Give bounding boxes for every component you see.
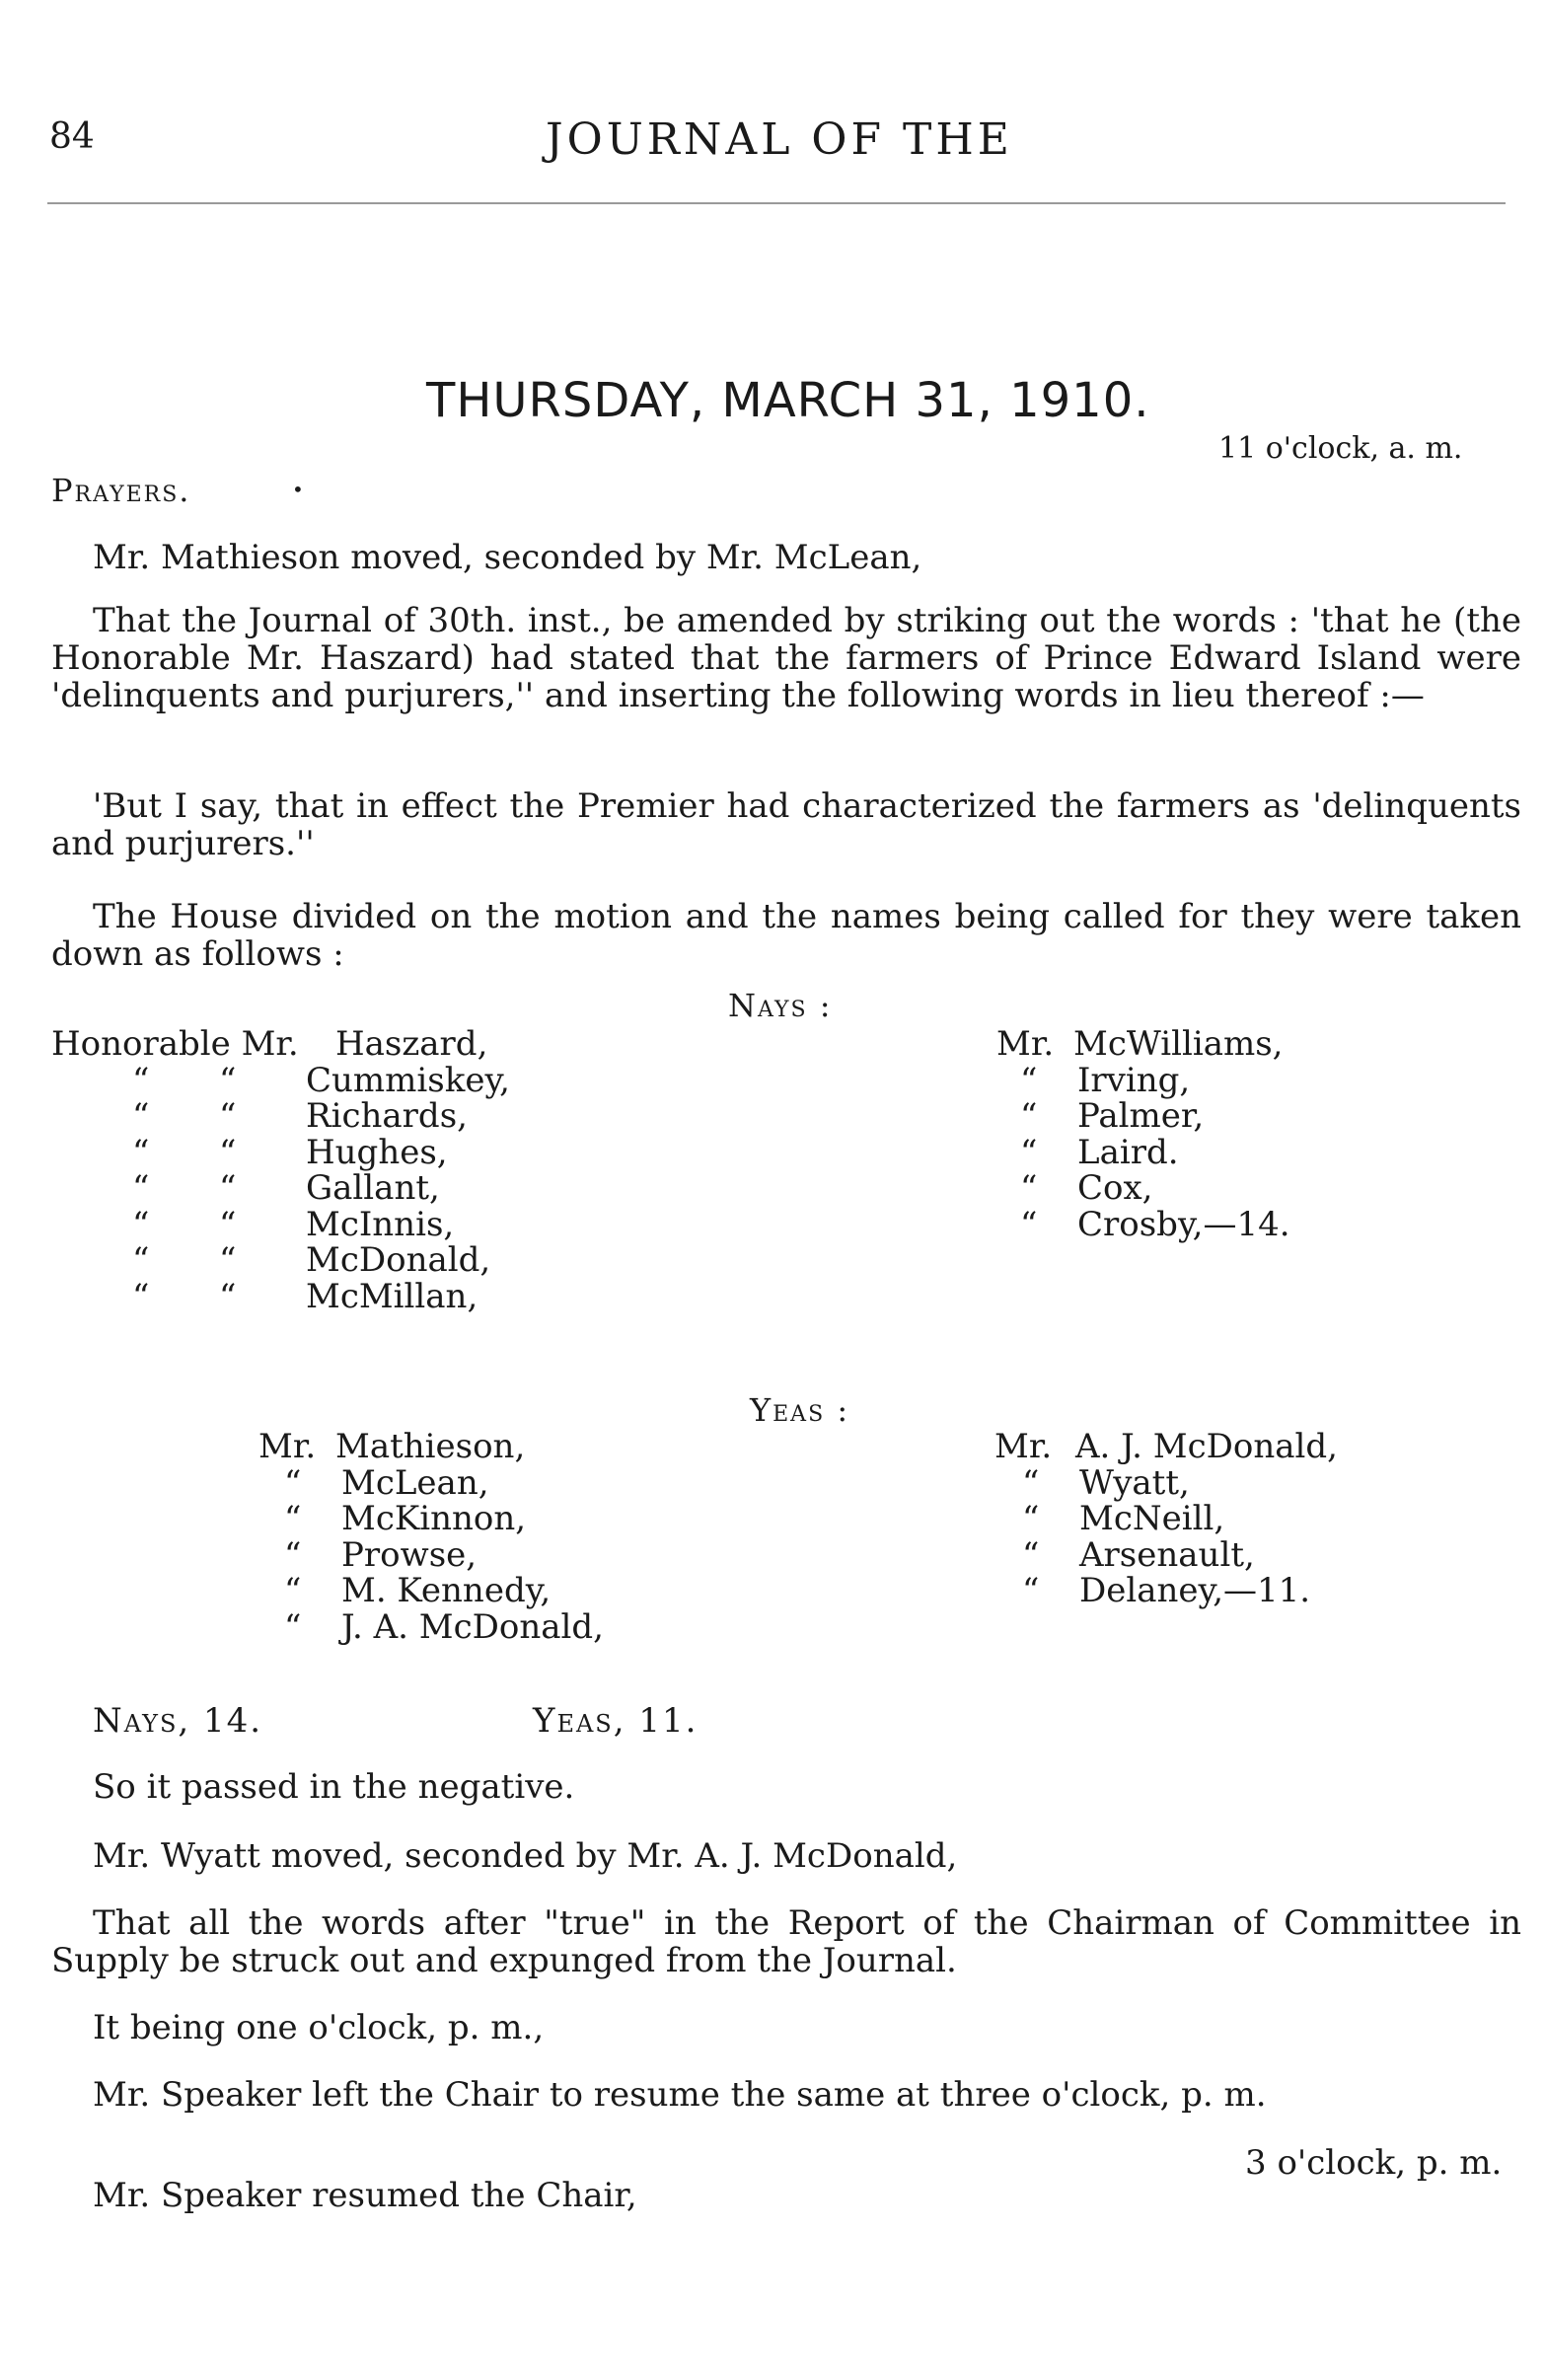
nays-left-row: “ “ Hughes,	[132, 1132, 448, 1172]
stray-mark: •	[292, 478, 304, 501]
yeas-right-name: Wyatt,	[1079, 1462, 1190, 1503]
date-heading: THURSDAY, MARCH 31, 1910.	[426, 373, 1150, 428]
yeas-right-name: Arsenault,	[1079, 1534, 1255, 1575]
yeas-right-first-prefix: Mr.	[994, 1427, 1053, 1466]
nays-right-name: Crosby,—14.	[1077, 1204, 1290, 1244]
tally-yeas: Yeas, 11.	[533, 1701, 699, 1741]
amendment-paragraph: That the Journal of 30th. inst., be amended by striking out the words : 'that he (the Honorable Mr. Haszard) had stated that the farmers of Prince Edward Island were 'delinquents and purjurers,'' and inserting the following words in lieu thereof :—	[51, 601, 1521, 715]
prayers-label: Prayers.	[51, 472, 191, 509]
nays-left-name: McDonald,	[306, 1240, 491, 1280]
one-oclock-paragraph: It being one o'clock, p. m.,	[93, 2008, 545, 2047]
nays-left-row: “ “ Richards,	[132, 1096, 468, 1136]
motion-paragraph: Mr. Mathieson moved, seconded by Mr. McLean,	[93, 538, 922, 577]
divided-paragraph: The House divided on the motion and the names being called for they were taken down as follows :	[51, 897, 1521, 974]
yeas-left-name: M. Kennedy,	[341, 1571, 552, 1610]
yeas-right-row: “ McNeill,	[1022, 1499, 1225, 1538]
yeas-right-row: “ Delaney,—11.	[1022, 1571, 1311, 1610]
nays-left-name: Hughes,	[306, 1132, 448, 1172]
yeas-left-row: “ M. Kennedy,	[284, 1571, 552, 1610]
yeas-right-row: “ Wyatt,	[1022, 1462, 1190, 1503]
nays-right-first-name: McWilliams,	[1073, 1024, 1284, 1064]
nays-left-first-prefix: Honorable Mr.	[51, 1024, 299, 1064]
nays-left-first-name: Haszard,	[335, 1024, 488, 1064]
expunge-paragraph: That all the words after "true" in the Report of the Chairman of Committee in Supply be struck out and expunged from the Journal.	[51, 1903, 1521, 1980]
nays-left-name: Richards,	[306, 1096, 468, 1136]
header-rule	[47, 202, 1506, 204]
yeas-heading: Yeas :	[750, 1391, 850, 1429]
negative-paragraph: So it passed in the negative.	[93, 1767, 575, 1807]
yeas-left-row: “ McKinnon,	[284, 1499, 527, 1538]
nays-heading: Nays :	[728, 987, 833, 1024]
time-pm: 3 o'clock, p. m.	[1245, 2143, 1503, 2183]
nays-left-name: McMillan,	[306, 1276, 478, 1316]
yeas-left-first-prefix: Mr.	[258, 1427, 317, 1466]
nays-left-row: “ “ McDonald,	[132, 1240, 491, 1280]
nays-right-name: Cox,	[1077, 1168, 1153, 1208]
nays-right-row: “ Crosby,—14.	[1020, 1204, 1290, 1244]
quote-paragraph: 'But I say, that in effect the Premier had characterized the farmers as 'delinquents and purjurers.''	[51, 786, 1521, 863]
tally-nays: Nays, 14.	[93, 1701, 263, 1741]
page-number: 84	[49, 116, 95, 157]
yeas-right-first-name: A. J. McDonald,	[1075, 1427, 1338, 1466]
nays-left-name: Gallant,	[306, 1168, 440, 1208]
yeas-left-name: Prowse,	[341, 1534, 478, 1575]
yeas-left-row: “ J. A. McDonald,	[284, 1606, 604, 1647]
yeas-left-name: McKinnon,	[341, 1499, 527, 1538]
yeas-left-row: “ Prowse,	[284, 1534, 478, 1575]
nays-left-name: Cummiskey,	[306, 1060, 510, 1100]
nays-left-row: “ “ McInnis,	[132, 1204, 455, 1244]
yeas-left-name: McLean,	[341, 1462, 489, 1503]
time-am: 11 o'clock, a. m.	[1218, 431, 1463, 466]
nays-left-name: McInnis,	[306, 1204, 455, 1244]
yeas-right-name: McNeill,	[1079, 1499, 1225, 1538]
nays-right-name: Palmer,	[1077, 1096, 1205, 1136]
nays-left-row: “ “ McMillan,	[132, 1276, 478, 1316]
nays-right-name: Irving,	[1077, 1060, 1191, 1100]
yeas-left-name: J. A. McDonald,	[341, 1606, 604, 1647]
nays-right-name: Laird.	[1077, 1132, 1179, 1172]
nays-right-row: “ Irving,	[1020, 1060, 1191, 1100]
motion2-paragraph: Mr. Wyatt moved, seconded by Mr. A. J. McDonald,	[93, 1836, 958, 1876]
speaker-left-paragraph: Mr. Speaker left the Chair to resume the same at three o'clock, p. m.	[93, 2075, 1267, 2115]
nays-right-row: “ Palmer,	[1020, 1096, 1205, 1136]
nays-right-row: “ Laird.	[1020, 1132, 1179, 1172]
nays-right-row: “ Cox,	[1020, 1168, 1153, 1208]
running-title: JOURNAL OF THE	[546, 114, 1013, 165]
yeas-right-row: “ Arsenault,	[1022, 1534, 1255, 1575]
speaker-resumed-paragraph: Mr. Speaker resumed the Chair,	[93, 2176, 637, 2215]
yeas-right-name: Delaney,—11.	[1079, 1571, 1311, 1610]
nays-left-row: “ “ Cummiskey,	[132, 1060, 510, 1100]
nays-right-first-prefix: Mr.	[996, 1024, 1055, 1064]
yeas-left-row: “ McLean,	[284, 1462, 489, 1503]
yeas-left-first-name: Mathieson,	[335, 1427, 526, 1466]
nays-left-row: “ “ Gallant,	[132, 1168, 440, 1208]
